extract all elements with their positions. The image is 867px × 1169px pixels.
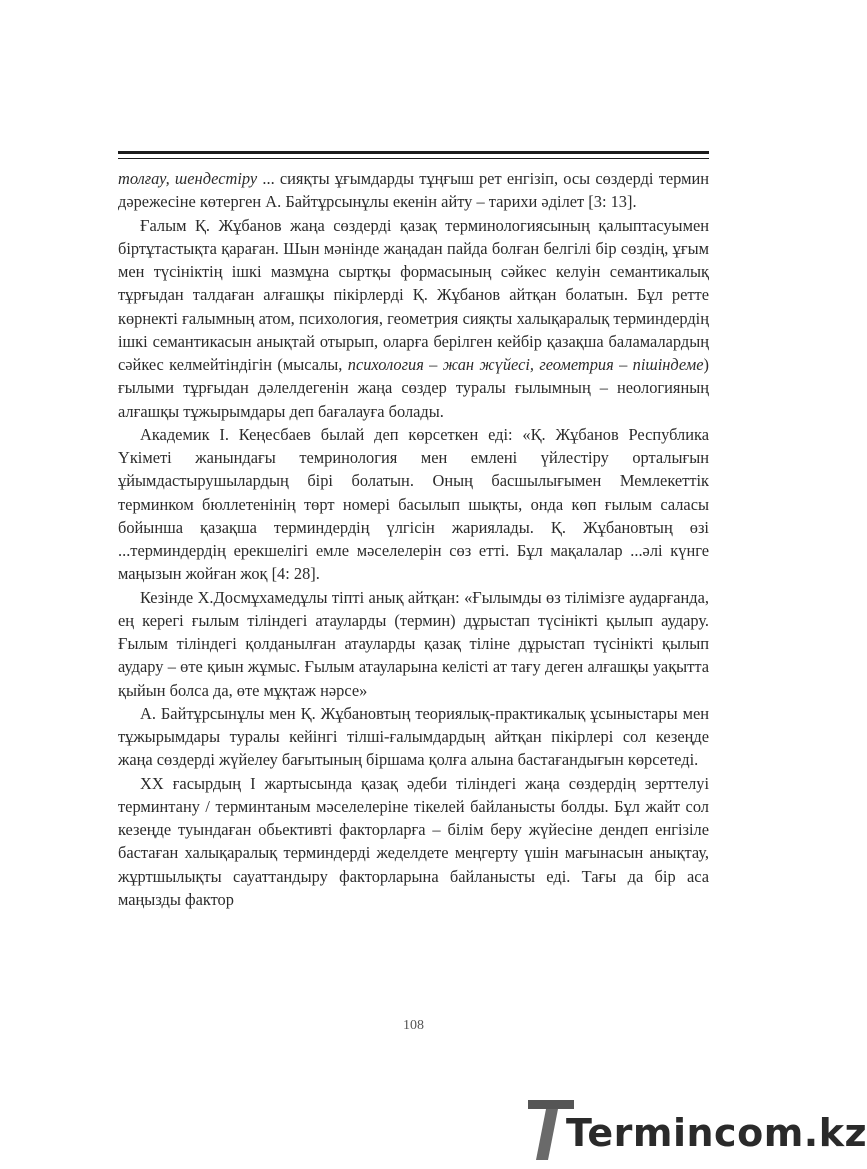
paragraph-text: Ғалым Қ. Жұбанов жаңа сөздерді қазақ терминологиясының қалыптасуымен біртұтастықта қараған. Шын мәнінде жаңадан пайда болған белгілі бір сөздің, ұғым мен түсініктің ішкі мазмұна сыртқы формасының сәйкес келуін семантикалық тұрғыдан талдаған алғашқы пікірлерді Қ. Жұбанов айтқан болатын. Бұл ретте көрнекті ғалымның атом, психология, геометрия сияқты халықаралық терминдердің ішкі семантикасын анықтай отырып, оларға берілген кейбір қазақша баламалардың сәйкес келмейтіндігін (мысалы, [118,215,709,374]
paragraph-text: XX ғасырдың I жартысында қазақ әдеби тіліндегі жаңа сөздердің зерттелуі терминтану / терминтаным мәселелеріне тікелей байланысты болды. Бұл жайт сол кезеңде туындаған обьективті факторларға – білім беру жүйесіне дендеп енгізіле бастаған халықаралық терминдерді жеделдете меңгерту үшін мағынасын анықтау, жұртшылықты сауаттандыру факторларына байланысты еді. Тағы да бір аса маңызды фактор [118,773,709,909]
paragraph-text: ) ғылыми тұрғыдан дәлелдегенін жаңа сөздер туралы ғылымның – неологияның алғашқы тұжырымдары деп бағалауға болады. [118,355,709,421]
paragraph [118,423,709,586]
paragraph [118,167,709,214]
paragraph-text: ... сияқты ұғымдарды тұңғыш рет енгізіп, осы сөздерді термин дәрежесіне көтерген А. Байтұрсынұлы екенін айту – тарихи әділет [3: 13]. [118,169,709,212]
header-rule-thin [118,158,709,159]
paragraph [118,586,709,702]
paragraph-text: А. Байтұрсынұлы мен Қ. Жұбановтың теориялық-практикалық ұсыныстары мен тұжырымдары туралы кейінгі тілші-ғалымдардың айтқан пікірлері сол кезеңде жаңа сөздерді жүйелеу бағытының біршама қолға алына бастағандығын көрсетеді. [118,703,709,770]
header-rule-thick [118,151,709,154]
paragraph [118,214,709,423]
paragraph-text: Кезінде Х.Досмұхамедұлы тіпті анық айтқан: «Ғылымды өз тілімізге аударғанда, ең керегі ғылым тіліндегі атауларды (термин) дұрыстап түсінікті қылып аудару. Ғылым тіліндегі қолданылған атауларды қазақ тіліне дұрыстап түсінікті қылып аудару – өте қиын жұмыс. Ғылым атауларына келісті ат тағу деген алғашқы уақытта қыйын болса да, өте мұқтаж нәрсе» [118,587,709,700]
italic-text: толғау, шендестіру [118,169,258,188]
paragraph [118,702,709,772]
italic-text: психология – жан жүйесі, геометрия – пішіндеме [347,355,704,374]
termincom-logo[interactable] [526,1096,867,1164]
logo-text: Termincom.kz [566,1111,867,1155]
paragraph [118,772,709,912]
page-number: 108 [403,1018,424,1033]
body-text [118,167,709,911]
paragraph-text: Академик І. Кеңесбаев былай деп көрсеткен еді: «Қ. Жұбанов Республика Үкіметі жанындағы темринология мен емлені үйлестіру орталығын ұйымдастырушылардың бірі болатын. Оның басшылығымен Мемлекеттік терминком бюллетенінің төрт номері басылып шықты, онда көп ғылым саласы бойынша қазақша терминдердің үлгісін жариялады. Қ. Жұбановтың өзі ...терминдердің ерекшелігі емле мәселелерін сөз етті. Бұл мақалалар ...әлі күнге маңызын жойған жоқ [4: 28]. [118,424,709,584]
